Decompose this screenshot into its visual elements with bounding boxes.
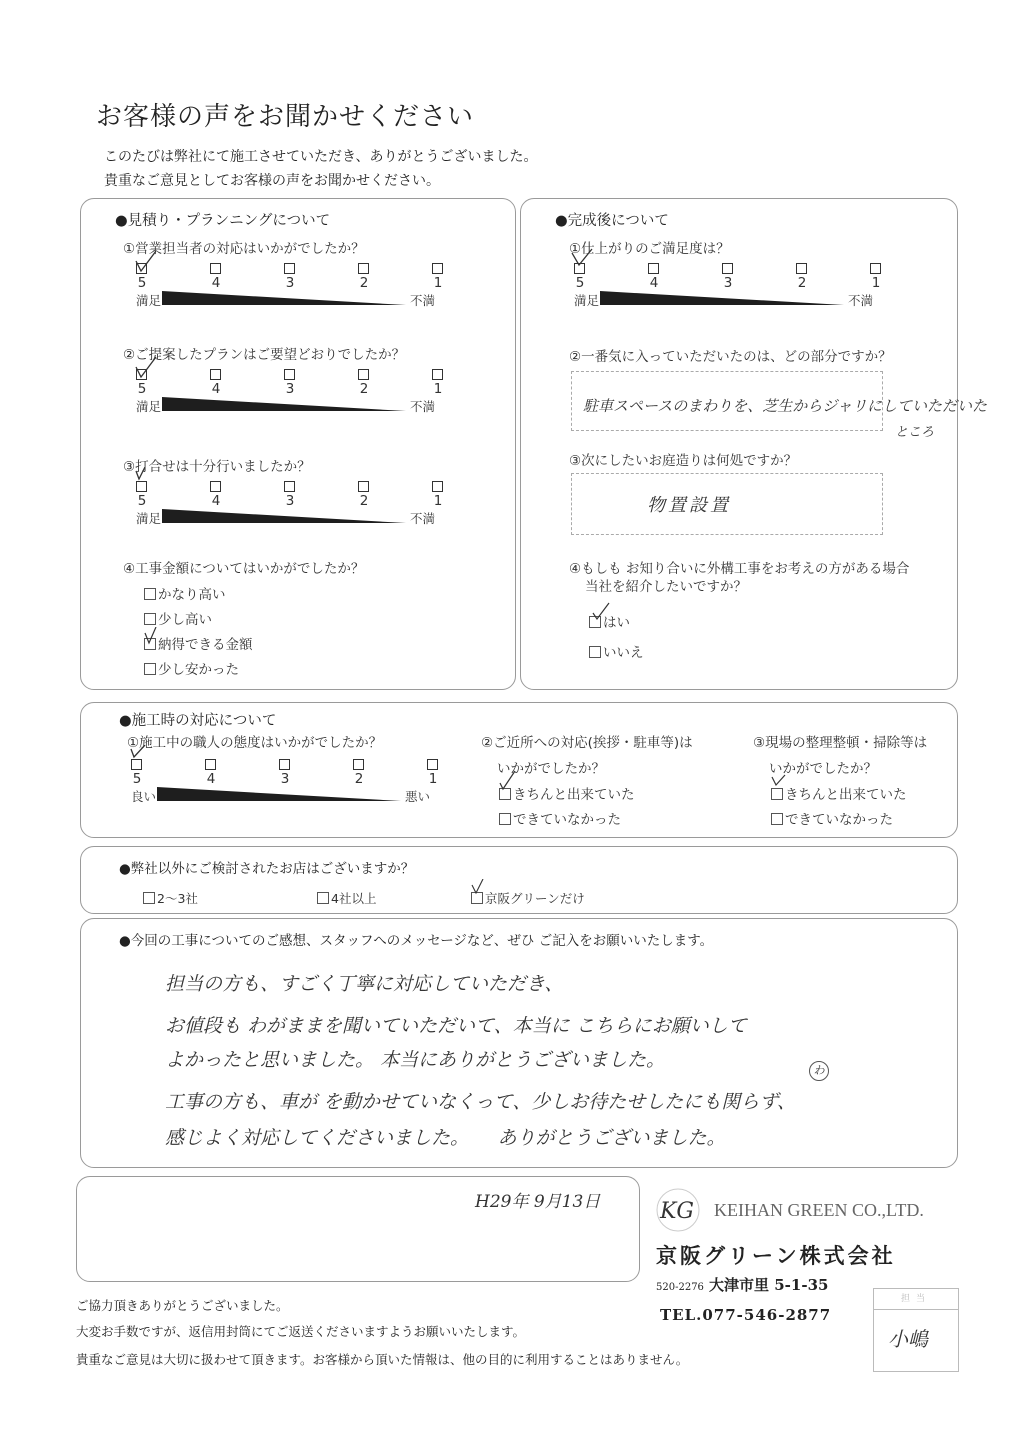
checkmark-icon: [471, 879, 489, 901]
rating-2-checkbox[interactable]: [796, 263, 807, 274]
staff-stamp-box: [873, 1288, 959, 1372]
company-address: [656, 1274, 828, 1295]
date-box[interactable]: [76, 1176, 640, 1282]
checkbox[interactable]: [499, 813, 511, 825]
checkbox[interactable]: [589, 646, 601, 658]
intro-line-1: このたびは弊社にて施工させていただき、ありがとうございました。: [104, 149, 538, 165]
construction-q1-scale: [131, 759, 441, 819]
rating-4-checkbox[interactable]: [648, 263, 659, 274]
comment-heading: ●今回の工事についてのご感想、スタッフへのメッセージなど、ぜひ ご記入をお願いいたします。: [119, 933, 714, 949]
rating-1-checkbox[interactable]: [427, 759, 438, 770]
favorite-part-answer: 駐車スペースのまわりを、芝生からジャリにしていただいた: [583, 397, 987, 415]
next-garden-answer: 物置設置: [647, 495, 731, 516]
rating-2-label: 2: [354, 771, 364, 787]
scale-low-label: 満足: [136, 293, 162, 308]
competitor-section: [80, 846, 958, 914]
competitor-option-2-3[interactable]: [143, 889, 198, 907]
option-label: きちんと出来ていた: [785, 787, 907, 803]
rating-1-checkbox[interactable]: [432, 263, 443, 274]
footer-line-1: ご協力頂きありがとうございました。: [76, 1298, 289, 1313]
scale-high-label: 悪い: [405, 789, 431, 804]
rating-4-label: 4: [206, 771, 216, 787]
company-logo-text: KEIHAN GREEN CO.,LTD.: [714, 1200, 924, 1220]
scale-low-label: 満足: [136, 511, 162, 526]
rating-4-label: 4: [211, 275, 221, 291]
after-q3-label: ③次にしたいお庭造りは何処ですか？: [569, 453, 798, 469]
rating-5-label: 5: [137, 275, 147, 291]
rating-3-checkbox[interactable]: [279, 759, 290, 770]
staff-signature: 小嶋: [888, 1327, 928, 1351]
after-q4-label-1: ④もしも お知り合いに外構工事をお考えの方がある場合: [569, 561, 910, 577]
comment-line-3: よかったと思いました。 本当にありがとうございました。: [165, 1049, 666, 1071]
price-option-reasonable[interactable]: [144, 633, 253, 653]
estimate-q3-label: ③打合せは十分行いましたか？: [123, 459, 311, 475]
estimate-q4-label: ④工事金額についてはいかがでしたか？: [123, 561, 365, 577]
option-label: 納得できる金額: [158, 637, 253, 653]
scale-high-label: 不満: [410, 399, 436, 414]
footer-line-2: 大変お手数ですが、返信用封筒にてご返送くださいますようお願いいたします。: [76, 1324, 526, 1339]
rating-2-label: 2: [359, 381, 369, 397]
option-label: きちんと出来ていた: [513, 787, 635, 803]
rating-1-checkbox[interactable]: [432, 481, 443, 492]
intro-line-2: 貴重なご意見としてお客様の声をお聞かせください。: [104, 173, 440, 189]
rating-3-label: 3: [285, 381, 295, 397]
cleanup-option-bad[interactable]: [771, 808, 893, 828]
rating-5-label: 5: [575, 275, 585, 291]
referral-option-yes[interactable]: [589, 611, 630, 631]
rating-2-label: 2: [797, 275, 807, 291]
price-option-slightly-high[interactable]: [144, 608, 212, 628]
rating-3-checkbox[interactable]: [284, 369, 295, 380]
estimate-q2-label: ②ご提案したプランはご要望どおりでしたか？: [123, 347, 406, 363]
insert-correction-mark: わ: [809, 1061, 829, 1081]
rating-4-checkbox[interactable]: [210, 481, 221, 492]
checkbox[interactable]: [771, 813, 783, 825]
option-label: いいえ: [603, 645, 644, 661]
after-q1-label: ①仕上がりのご満足度は？: [569, 241, 730, 257]
construction-heading: ●施工時の対応について: [119, 713, 277, 729]
checkmark-icon: [771, 773, 793, 795]
comment-line-5: 感じよく対応してくださいました。 ありがとうございました。: [165, 1127, 726, 1149]
rating-4-checkbox[interactable]: [210, 369, 221, 380]
option-label: 京阪グリーンだけ: [485, 891, 585, 906]
estimate-q3-scale: [136, 481, 446, 541]
rating-4-checkbox[interactable]: [205, 759, 216, 770]
footer-line-3: 貴重なご意見は大切に扱わせて頂きます。お客様から頂いた情報は、他の目的に利用することはありません。: [76, 1352, 689, 1367]
after-section: [520, 198, 987, 690]
rating-1-label: 1: [433, 493, 443, 509]
scale-low-label: 良い: [131, 789, 157, 804]
after-q2-label: ②一番気に入っていただいたのは、どの部分ですか？: [569, 349, 892, 365]
checkmark-icon: [144, 627, 160, 647]
scale-wedge: [162, 291, 412, 307]
after-heading: ●完成後について: [555, 213, 669, 229]
competitor-option-keihan-only[interactable]: [471, 889, 585, 907]
estimate-heading: ●見積り・プランニングについて: [115, 213, 331, 229]
page-title: お客様の声をお聞かせください: [96, 102, 475, 132]
rating-3-checkbox[interactable]: [284, 481, 295, 492]
rating-1-label: 1: [871, 275, 881, 291]
postal-code: 520-2276: [656, 1282, 704, 1293]
checkbox[interactable]: [144, 588, 156, 600]
rating-4-label: 4: [211, 493, 221, 509]
cleanup-option-good[interactable]: [771, 783, 907, 803]
company-name: 京阪グリーン株式会社: [656, 1243, 896, 1268]
option-label: はい: [603, 615, 630, 631]
construction-q3-label-1: ③現場の整理整頓・掃除等は: [753, 735, 928, 751]
option-label: 2～3社: [157, 891, 198, 906]
date-value: H29年 9月13日: [475, 1192, 601, 1212]
neighbor-option-bad[interactable]: [499, 808, 621, 828]
scale-wedge: [157, 787, 407, 803]
option-label: かなり高い: [158, 587, 226, 603]
rating-5-label: 5: [137, 493, 147, 509]
estimate-q2-scale: [136, 369, 446, 429]
option-label: 少し高い: [158, 612, 212, 628]
construction-q1-label: ①施工中の職人の態度はいかがでしたか？: [127, 735, 383, 751]
rating-3-label: 3: [280, 771, 290, 787]
rating-1-checkbox[interactable]: [432, 369, 443, 380]
construction-q3-label-2: いかがでしたか？: [769, 761, 877, 777]
rating-4-label: 4: [649, 275, 659, 291]
rating-3-label: 3: [285, 493, 295, 509]
checkbox[interactable]: [143, 892, 155, 904]
price-option-very-high[interactable]: [144, 583, 226, 603]
construction-q2-label-2: いかがでしたか？: [497, 761, 605, 777]
checkmark-icon: [499, 769, 521, 793]
referral-option-no[interactable]: [589, 641, 644, 661]
company-logo-icon: [652, 1186, 708, 1234]
scale-low-label: 満足: [574, 293, 600, 308]
scale-high-label: 不満: [410, 293, 436, 308]
rating-2-checkbox[interactable]: [358, 263, 369, 274]
checkbox[interactable]: [317, 892, 329, 904]
checkbox[interactable]: [144, 613, 156, 625]
rating-2-checkbox[interactable]: [358, 369, 369, 380]
rating-1-label: 1: [428, 771, 438, 787]
scale-wedge: [162, 509, 412, 525]
option-label: 少し安かった: [158, 662, 239, 678]
rating-1-checkbox[interactable]: [870, 263, 881, 274]
address-text: 大津市里 5-1-35: [709, 1276, 829, 1294]
neighbor-option-good[interactable]: [499, 783, 635, 803]
rating-3-checkbox[interactable]: [722, 263, 733, 274]
comment-line-2: お値段も わがままを聞いていただいて、本当に こちらにお願いして: [165, 1015, 747, 1037]
checkbox[interactable]: [144, 663, 156, 675]
scale-wedge: [162, 397, 412, 413]
staff-stamp-header: 担当: [874, 1289, 958, 1310]
after-q4-label-2: 当社を紹介したいですか？: [585, 579, 747, 595]
scale-low-label: 満足: [136, 399, 162, 414]
checkmark-icon: [134, 355, 160, 381]
price-option-slightly-cheap[interactable]: [144, 658, 239, 678]
rating-3-label: 3: [285, 275, 295, 291]
rating-5-label: 5: [137, 381, 147, 397]
rating-1-label: 1: [433, 275, 443, 291]
estimate-q1-label: ①営業担当者の対応はいかがでしたか？: [123, 241, 365, 257]
rating-3-checkbox[interactable]: [284, 263, 295, 274]
option-label: できていなかった: [785, 812, 893, 828]
competitor-option-4plus[interactable]: [317, 889, 376, 907]
rating-2-checkbox[interactable]: [353, 759, 364, 770]
estimate-q1-scale: [136, 263, 446, 323]
construction-section: [80, 702, 958, 838]
checkmark-icon: [134, 249, 160, 275]
favorite-part-answer-cont: ところ: [895, 425, 935, 440]
competitor-heading: ●弊社以外にご検討されたお店はございますか？: [119, 861, 415, 877]
option-label: できていなかった: [513, 812, 621, 828]
construction-q2-label-1: ②ご近所への対応(挨拶・駐車等)は: [481, 735, 693, 751]
rating-5-label: 5: [132, 771, 142, 787]
scale-high-label: 不満: [848, 293, 874, 308]
scale-high-label: 不満: [410, 511, 436, 526]
estimate-section: [80, 198, 516, 690]
rating-4-label: 4: [211, 381, 221, 397]
checkmark-icon: [570, 247, 596, 273]
rating-2-label: 2: [359, 275, 369, 291]
checkmark-icon: [134, 467, 160, 493]
comment-line-1: 担当の方も、すごく丁寧に対応していただき、: [165, 973, 564, 995]
checkmark-icon: [129, 745, 155, 771]
company-tel: TEL.077-546-2877: [660, 1306, 832, 1324]
comment-line-4: 工事の方も、車が を動かせていなくって、少しお待たせしたにも関らず、: [165, 1091, 796, 1113]
rating-1-label: 1: [433, 381, 443, 397]
comment-section: [80, 918, 958, 1168]
rating-4-checkbox[interactable]: [210, 263, 221, 274]
checkmark-icon: [591, 601, 613, 623]
after-q1-scale: [574, 263, 884, 323]
rating-2-checkbox[interactable]: [358, 481, 369, 492]
option-label: 4社以上: [331, 891, 377, 906]
rating-2-label: 2: [359, 493, 369, 509]
rating-3-label: 3: [723, 275, 733, 291]
svg-text:KG: KG: [660, 1199, 695, 1224]
scale-wedge: [600, 291, 850, 307]
